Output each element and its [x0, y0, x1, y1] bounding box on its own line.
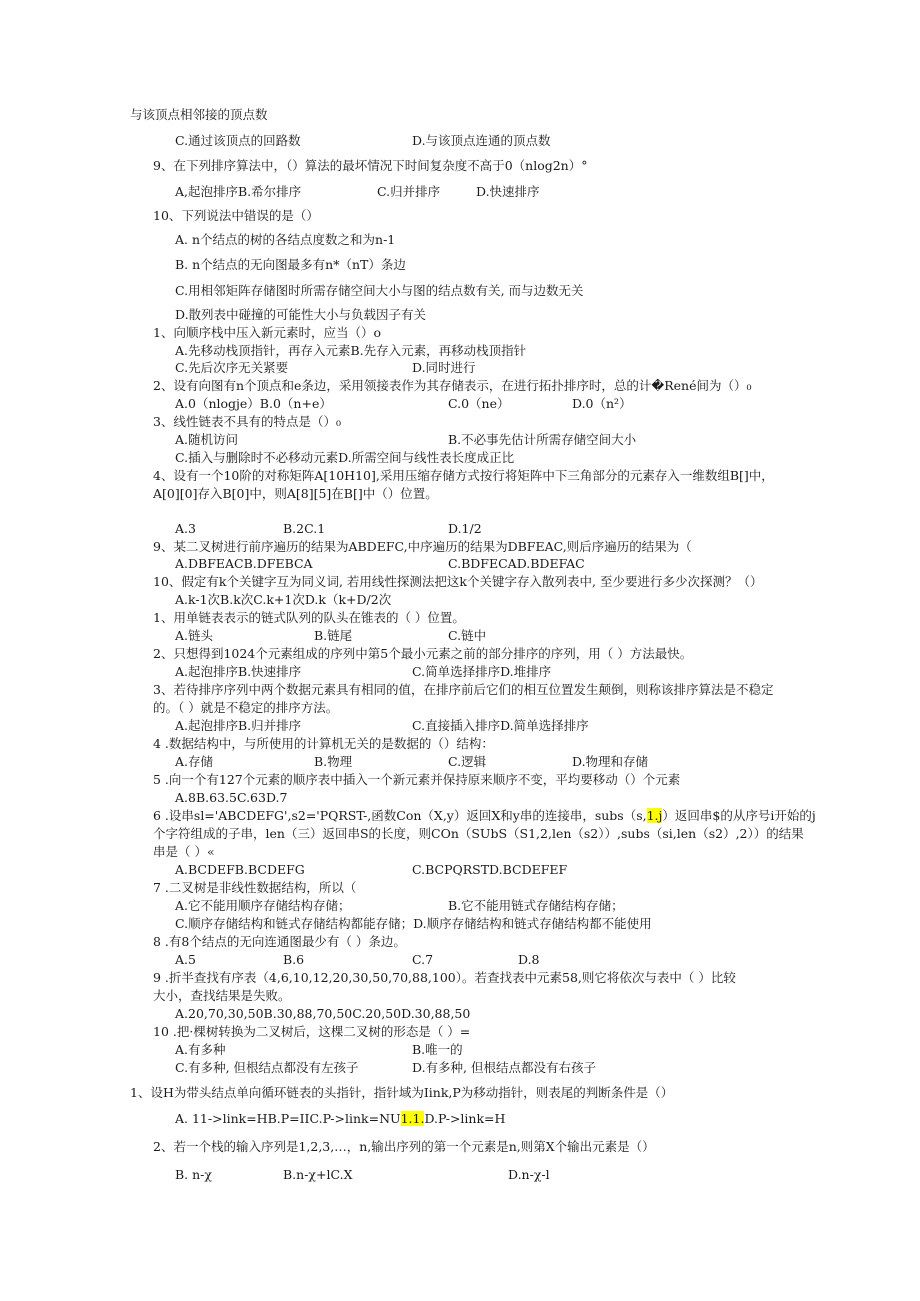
- text-line: 与该顶点相邻接的顶点数: [130, 107, 268, 122]
- option-bc: B.n-χ+lC.X: [283, 1167, 353, 1182]
- option-ab: A.0（nlogje）B.0（n+e）: [175, 396, 332, 411]
- question-line: 1、向顺序栈中压入新元素时，应当（）o: [153, 325, 381, 340]
- option-b: B.唯一的: [412, 1042, 463, 1057]
- option-b: B.物理: [314, 754, 353, 769]
- option-cd: C.直接插入排序D.简单选择排序: [412, 718, 589, 733]
- option-bc: B.2C.1: [283, 521, 326, 536]
- option-c: C.有多种, 但根结点都没有左孩子: [175, 1060, 359, 1075]
- option-c: C.用相邻矩阵存储图时所需存储空间大小与图的结点数有关, 而与边数无关: [175, 283, 584, 298]
- question-line: 4 .数据结构中，与所使用的计算机无关的是数据的（）结构：: [153, 736, 494, 751]
- option-d: D.快速排序: [476, 184, 540, 199]
- option-ab: A.起泡排序B.归并排序: [175, 718, 302, 733]
- option-a: A.存储: [175, 754, 214, 769]
- option-d: D.散列表中碰撞的可能性大小与负载因子有关: [175, 307, 427, 322]
- option-c: C.逻辑: [448, 754, 487, 769]
- question-line: 串是（ ）«: [153, 844, 215, 859]
- option-b: B.6: [283, 952, 305, 967]
- option-abcd: A.8B.63.5C.63D.7: [175, 790, 288, 805]
- question-line: 9、在下列排序算法中，（）算法的最坏情况下时间复杂度不高于0（nlog2n）°: [153, 158, 588, 173]
- question-line: 7 .二叉树是非线性数据结构，所以（: [153, 880, 357, 895]
- option-ab: A,起泡排序B.希尔排序: [175, 184, 302, 199]
- question-line: 个字符组成的子串，len（三）返回串S的长度，则COn（SUbS（S1,2,len（s2））,subs（si,len（s2）,2））的结果: [153, 826, 804, 841]
- option-a: A.3: [175, 521, 196, 536]
- option-cd: C.BDFECAD.BDEFAC: [448, 556, 585, 571]
- question-line: 9 .折半查找有序表（4,6,10,12,20,30,50,70,88,100）。若查找表中元素58,则它将依次与表中（ ）比较: [153, 970, 736, 985]
- question-line: 10、假定有k个关键字互为同义词, 若用线性探测法把这k个关键字存入散列表中, 至少要进行多少次探测？（）: [153, 574, 763, 589]
- option-b: B.链尾: [314, 628, 353, 643]
- option-abcd: A.k-1次B.k次C.k+1次D.k（k+D/2次: [175, 592, 392, 607]
- question-line: 的。（ ）就是不稳定的排序方法。: [153, 700, 339, 715]
- option-c: C.链中: [448, 628, 487, 643]
- question-line: 10、下列说法中错误的是（）: [153, 208, 319, 223]
- question-line: 2、若一个栈的输入序列是1,2,3,…，n,输出序列的第一个元素是n,则第X个输出元素是（）: [153, 1139, 655, 1154]
- option-abcd: A.20,70,30,50B.30,88,70,50C.20,50D.30,88,50: [175, 1006, 471, 1021]
- question-line: 1、设H为带头结点单向循环链表的头指针，指针域为Iink,P为移动指针，则表尾的判断条件是（）: [130, 1085, 674, 1100]
- text-segment: ）返回串$的从序号i开始的j: [662, 808, 816, 823]
- option-b: B.不必事先估计所需存储空间大小: [448, 432, 637, 447]
- option-d: D.0（n²）: [572, 396, 632, 411]
- option-b: B. n个结点的无向图最多有n*（nT）条边: [175, 257, 406, 272]
- question-line: 8 .有8个结点的无向连通图最少有（ ）条边。: [153, 934, 406, 949]
- option-d: D.同时进行: [412, 360, 476, 375]
- option-cd: C.简单选择排序D.堆排序: [412, 664, 552, 679]
- option-b: B.它不能用链式存储结构存储；: [448, 898, 624, 913]
- question-line: 4、设有一个10阶的对称矩阵A[10H10],采用压缩存储方式按行将矩阵中下三角部分的元素存入一维数组B[]中，: [153, 468, 774, 483]
- option-c: C.0（ne）: [448, 396, 510, 411]
- option-a: A.有多种: [175, 1042, 226, 1057]
- option-c: C.通过该顶点的回路数: [175, 133, 301, 148]
- option-c: C.归并排序: [377, 184, 441, 199]
- question-line: 1、用单链表表示的链式队列的队头在锥表的（ ）位置。: [153, 610, 465, 625]
- highlighted-text: 1.j: [646, 808, 663, 823]
- question-line: A[0][0]存入B[0]中，则A[8][5]在B[]中（）位置。: [153, 486, 438, 501]
- option-a: A.链头: [175, 628, 214, 643]
- option-b: B. n-χ: [175, 1167, 212, 1182]
- option-ab: A.BCDEFB.BCDEFG: [175, 862, 305, 877]
- option-d: D.与该顶点连通的顶点数: [412, 133, 551, 148]
- question-line: 3、线性链表不具有的特点是（）₀: [153, 414, 341, 429]
- option-abcd: [175, 1111, 505, 1127]
- text-segment: 6 .设串sl='ABCDEFG',s2='PQRST-,函数Con（X,y）返回X和y串的连接串，subs（s,: [153, 808, 647, 823]
- option-ab: A.DBFEACB.DFEBCA: [175, 556, 313, 571]
- option-d: D.1/2: [448, 521, 482, 536]
- option-d: D.n-χ-l: [508, 1167, 550, 1182]
- question-line: 2、只想得到1024个元素组成的序列中第5个最小元素之前的部分排序的序列，用（ ）方法最快。: [153, 646, 693, 661]
- option-c: C.7: [412, 952, 434, 967]
- option-cd: C.顺序存储结构和链式存储结构都能存储；D.顺序存储结构和链式存储结构都不能使用: [175, 916, 652, 931]
- option-a: A. n个结点的树的各结点度数之和为n-1: [175, 232, 396, 247]
- option-ab: A.先移动栈顶指针，再存入元素B.先存入元素，再移动栈顶指针: [175, 343, 527, 358]
- option-a: A.随机访问: [175, 432, 239, 447]
- question-line: 9、某二叉树进行前序遍历的结果为ABDEFC,中序遍历的结果为DBFEAC,则后序遍历的结果为（: [153, 539, 692, 554]
- highlighted-text: 1.1.: [400, 1111, 425, 1126]
- option-cd: C.插入与删除时不必移动元素D.所需空间与线性表长度成正比: [175, 450, 515, 465]
- question-line: 3、若待排序序列中两个数据元素具有相同的值，在排序前后它们的相互位置发生颠倒，则称该排序算法是不稳定: [153, 682, 774, 697]
- option-ab: A.起泡排序B.快速排序: [175, 664, 302, 679]
- option-d: D.有多种, 但根结点都没有右孩子: [412, 1060, 596, 1075]
- question-line: 大小，查找结果是失败。: [153, 988, 291, 1003]
- option-d: D.物理和存储: [572, 754, 649, 769]
- option-d: D.8: [518, 952, 540, 967]
- question-line: 5 .向一个有127个元素的顺序表中插入一个新元素并保持原来顺序不变，平均要移动（）个元素: [153, 772, 681, 787]
- option-a: A.5: [175, 952, 196, 967]
- question-line: [153, 808, 816, 824]
- text-segment: A. 11->link=HB.P=IIC.P->link=NU: [175, 1111, 401, 1126]
- question-line: 10 .把·棵树转换为二叉树后，这棵二叉树的形态是（ ）=: [153, 1024, 471, 1039]
- option-cd: C.BCPQRSTD.BCDEFEF: [412, 862, 568, 877]
- text-segment: D.P->link=H: [424, 1111, 506, 1126]
- question-line: 2、设有向图有n个顶点和e条边，采用领接表作为其存储表示，在进行拓扑排序时，总的计�René间为（）₀: [153, 378, 752, 393]
- option-c: C.先后次序无关紧要: [175, 360, 289, 375]
- option-a: A.它不能用顺序存储结构存储；: [175, 898, 351, 913]
